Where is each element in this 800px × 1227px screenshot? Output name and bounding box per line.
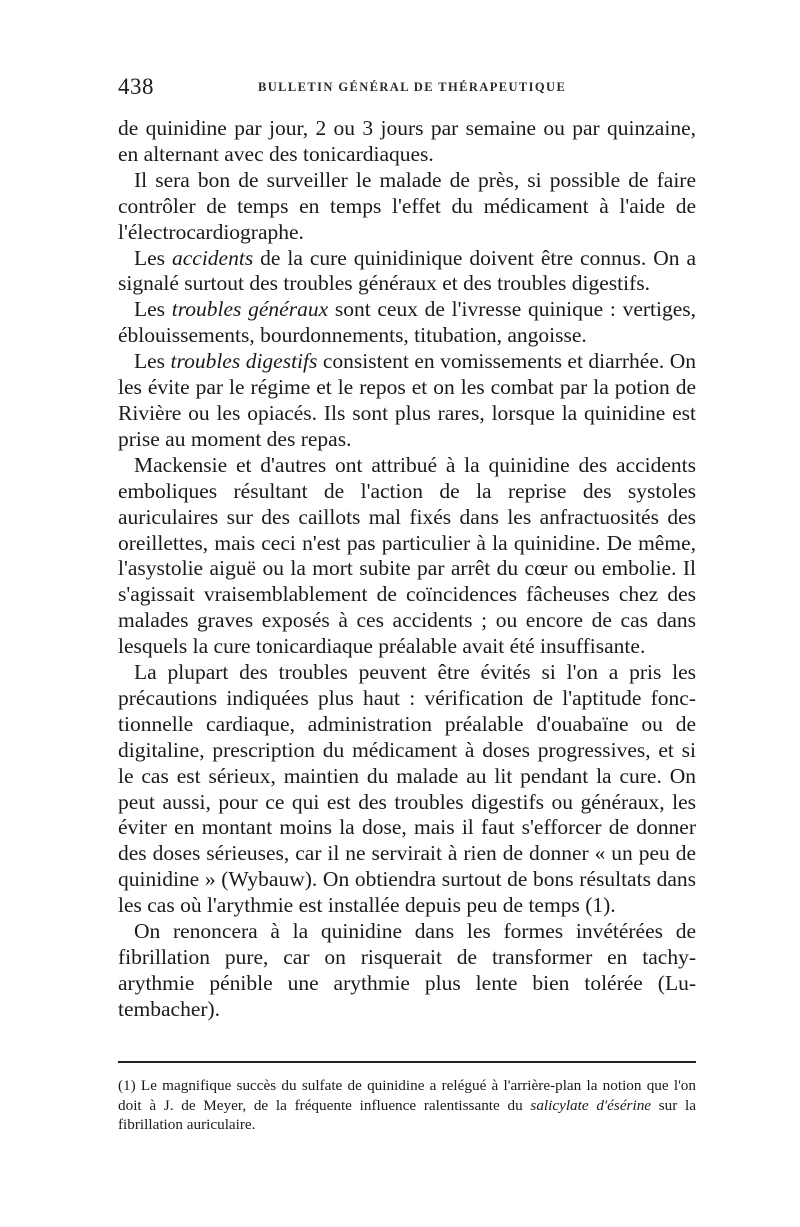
emphasis-troubles-generaux: troubles généraux bbox=[171, 297, 329, 322]
footnote-text: (1) Le magnifique succès du sulfate de quinidine a relégué à l'arrière-plan la notion que l'on doit à J. de Meyer, de la fréquente influence ralentissante du salicylate d'ésérine sur la fibrillation auriculaire. bbox=[118, 1077, 696, 1133]
paragraph-troubles-digestifs: Les troubles digestifs consistent en vomissements et diarrhée. On les évite par le régime et le repos et on les combat par la potion de Rivière ou les opiacés. Ils sont plus rares, lorsque la quinidine est prise au moment des repas. bbox=[118, 349, 696, 451]
paragraph-continuation: de quinidine par jour, 2 ou 3 jours par semaine ou par quinzaine, en alternant avec des tonicardiaques. bbox=[118, 116, 696, 166]
footnote-separator bbox=[118, 1061, 696, 1063]
paragraph-mackensie: Mackensie et d'autres ont attribué à la quinidine des accidents emboliques résultant de l'action de la reprise des systoles auriculaires sur des caillots mal fixés dans les anfractuosités des oreillettes, mais ceci n'est pas particulier à la quinidine. De même, l'asystolie aiguë ou la mort subite par arrêt du cœur ou embolie. Il s'agissait vraisemblablement de coïncidences fâcheuses chez des malades graves exposés à ces accidents ; ou encore de cas dans lesquels la cure tonicardiaque préalable avait été insuffisante. bbox=[118, 452, 696, 659]
body-text bbox=[118, 116, 696, 1023]
paragraph-renoncera: On renoncera à la quinidine dans les formes invétérées de fibrillation pure, car on risquerait de transformer en tachy-arythmie pénible une arythmie plus lente bien tolérée (Lutembacher). bbox=[118, 919, 696, 1021]
paragraph-precautions: La plupart des troubles peuvent être évités si l'on a pris les précautions indiquées plus haut : vérification de l'aptitude fonctionnelle cardiaque, administration préalable d'ouabaïne ou de digitaline, prescription du médicament à doses progressives, et si le cas est sérieux, maintien du malade au lit pendant la cure. On peut aussi, pour ce qui est des troubles digestifs ou généraux, les éviter en montant moins la dose, mais il faut s'efforcer de donner des doses sérieuses, car il ne servirait à rien de donner « un peu de quinidine » (Wybauw). On obtiendra surtout de bons résultats dans les cas où l'arythmie est installée depuis peu de temps (1). bbox=[118, 660, 696, 918]
emphasis-troubles-digestifs: troubles digestifs bbox=[170, 349, 318, 374]
page-number: 438 bbox=[118, 74, 154, 99]
footnote bbox=[118, 1076, 696, 1135]
emphasis-accidents: accidents bbox=[172, 245, 254, 270]
page-header bbox=[118, 74, 696, 102]
paragraph-surveillance: Il sera bon de surveiller le malade de près, si possible de faire contrôler de temps en temps l'effet du médicament à l'aide de l'électrocardiographe. bbox=[118, 167, 696, 244]
emphasis-salicylate: salicylate d'ésérine bbox=[530, 1096, 652, 1114]
paragraph-accidents: Les accidents de la cure quinidinique doivent être connus. On a signalé surtout des troubles généraux et des troubles digestifs. bbox=[118, 245, 696, 296]
running-title: BULLETIN GÉNÉRAL DE THÉRAPEUTIQUE bbox=[258, 80, 567, 94]
paragraph-troubles-generaux: Les troubles généraux sont ceux de l'ivresse quinique : vertiges, éblouissements, bourdonnements, titubation, angoisse. bbox=[118, 297, 697, 348]
